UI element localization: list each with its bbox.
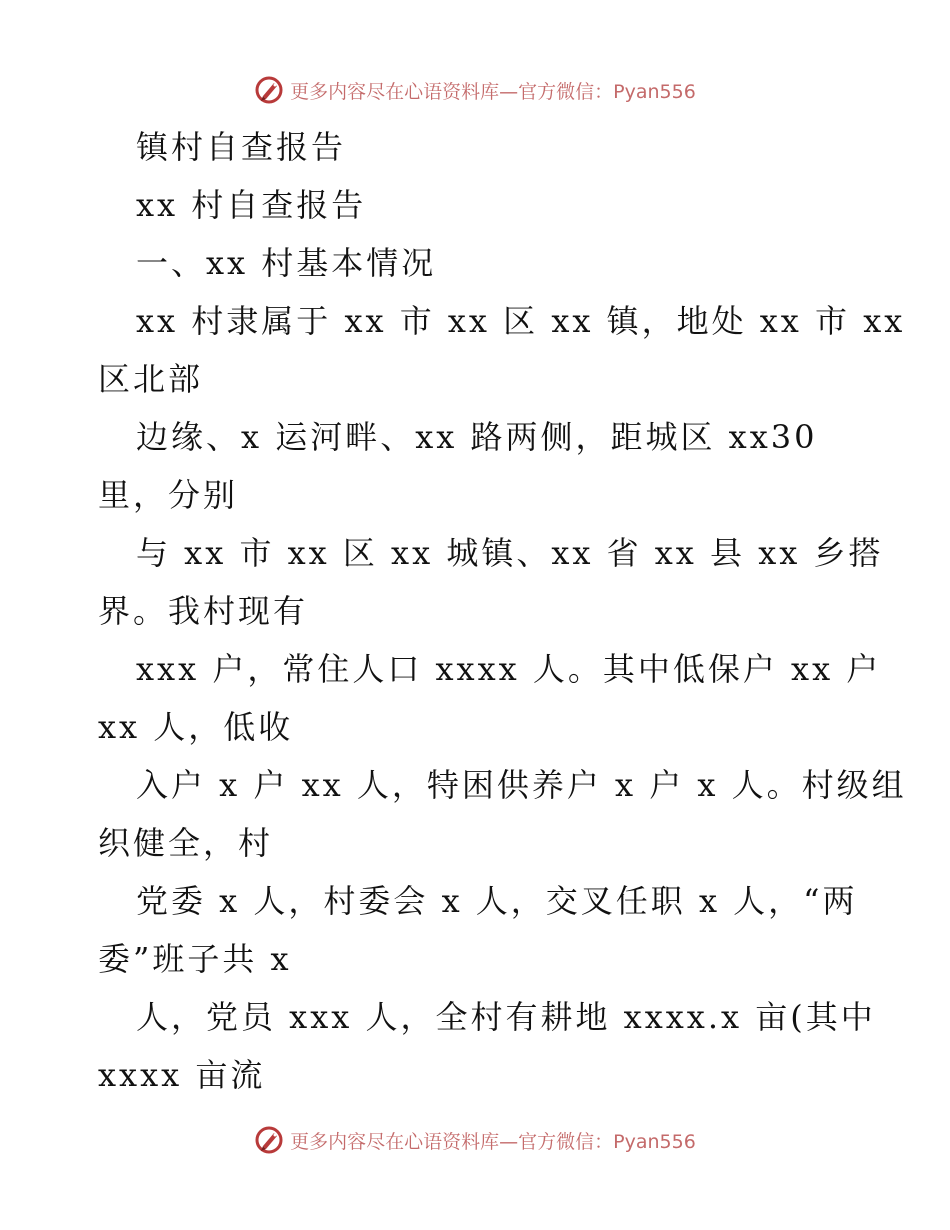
paragraph-line: xxxx 亩流 xyxy=(98,1056,266,1094)
header-banner xyxy=(0,70,950,110)
paragraph-line: 入户 x 户 xx 人，特困供养户 x 户 x 人。村级组 xyxy=(136,766,907,804)
document-subtitle: xx 村自查报告 xyxy=(136,186,367,224)
footer-banner xyxy=(0,1120,950,1160)
paragraph-line: xxx 户，常住人口 xxxx 人。其中低保户 xx 户 xyxy=(136,650,882,688)
paragraph-line: 与 xx 市 xx 区 xx 城镇、xx 省 xx 县 xx 乡搭 xyxy=(136,534,884,572)
paragraph-line: xx 村隶属于 xx 市 xx 区 xx 镇，地处 xx 市 xx xyxy=(136,302,906,340)
section-heading: 一、xx 村基本情况 xyxy=(136,244,437,282)
pen-nib-logo-icon xyxy=(254,1125,284,1155)
document-title: 镇村自查报告 xyxy=(136,128,347,166)
paragraph-line: 区北部 xyxy=(98,360,204,398)
header-banner-text: 更多内容尽在心语资料库—官方微信：Pyan556 xyxy=(290,80,696,103)
paragraph-line: 边缘、x 运河畔、xx 路两侧，距城区 xx30 xyxy=(136,418,818,456)
pen-nib-logo-icon xyxy=(254,75,284,105)
paragraph-line: xx 人，低收 xyxy=(98,708,294,746)
paragraph-line: 委”班子共 x xyxy=(98,940,292,978)
paragraph-line: 党委 x 人，村委会 x 人，交叉任职 x 人，“两 xyxy=(136,882,858,920)
paragraph-line: 人，党员 xxx 人，全村有耕地 xxxx.x 亩(其中 xyxy=(136,998,876,1036)
paragraph-line: 里，分别 xyxy=(98,476,239,514)
footer-banner-text: 更多内容尽在心语资料库—官方微信：Pyan556 xyxy=(290,1130,696,1153)
paragraph-line: 织健全，村 xyxy=(98,824,274,862)
paragraph-line: 界。我村现有 xyxy=(98,592,309,630)
